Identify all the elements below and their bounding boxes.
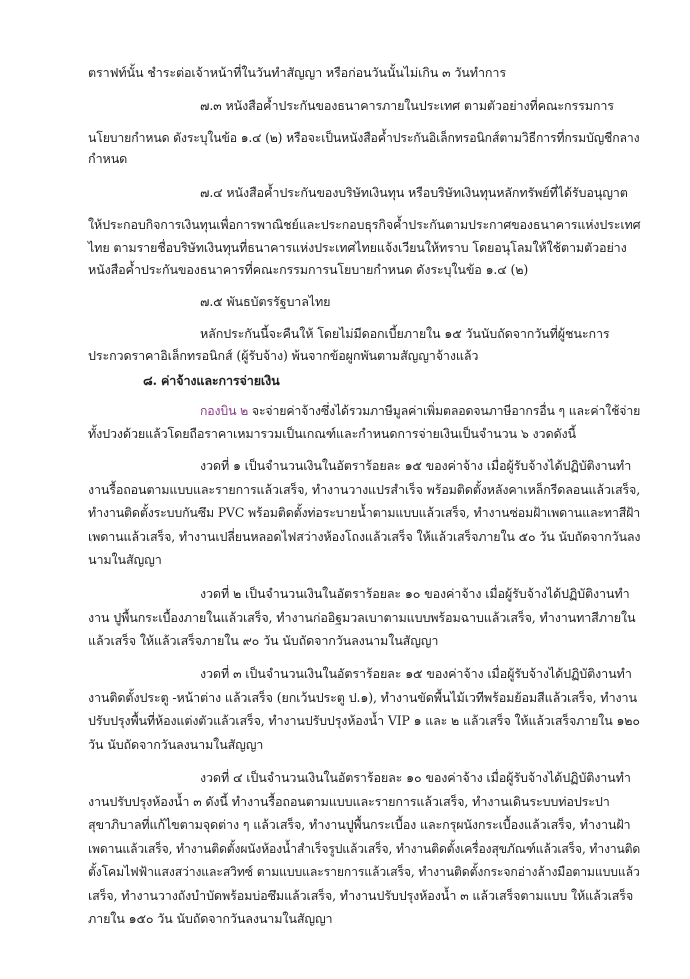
refund-line: ประกวดราคาอิเล็กทรอนิกส์ (ผู้รับจ้าง) พ้นจากข้อผูกพันตามสัญญาจ้างแล้ว xyxy=(88,348,479,363)
installment-2-line: งวดที่ ๒ เป็นจำนวนเงินในอัตราร้อยละ ๑๐ ของค่าจ้าง เมื่อผู้รับจ้างได้ปฏิบัติงานทำ xyxy=(200,586,630,601)
refund-line: หลักประกันนี้จะคืนให้ โดยไม่มีดอกเบี้ยภายใน ๑๕ วันนับถัดจากวันที่ผู้ชนะการ xyxy=(200,326,610,341)
installment-4-line: งวดที่ ๔ เป็นจำนวนเงินในอัตราร้อยละ ๑๐ ของค่าจ้าง เมื่อผู้รับจ้างได้ปฏิบัติงานทำ xyxy=(200,770,631,785)
installment-4-line: เพดานแล้วเสร็จ, ทำงานติดตั้งผนังห้องน้ำสำเร็จรูปแล้วเสร็จ, ทำงานติดตั้งเครื่องสุขภัณฑ์แล้วเสร็จ, ทำงานติด xyxy=(88,841,641,856)
clause-7-4-line: ๗.๔ หนังสือค้ำประกันของบริษัทเงินทุน หรือบริษัทเงินทุนหลักทรัพย์ที่ได้รับอนุญาต xyxy=(200,185,628,200)
installment-3-line: งวดที่ ๓ เป็นจำนวนเงินในอัตราร้อยละ ๑๕ ของค่าจ้าง เมื่อผู้รับจ้างได้ปฏิบัติงานทำ xyxy=(200,666,632,681)
installment-1-line: ทำงานติดตั้งระบบกันซึม PVC พร้อมติดตั้งท่อระบายน้ำตามแบบแล้วเสร็จ, ทำงานซ่อมฝ้าเพดานและทาสีฝ้า xyxy=(88,505,641,520)
clause-7-4-line: ไทย ตามรายชื่อบริษัทเงินทุนที่ธนาคารแห่งประเทศไทยแจ้งเวียนให้ทราบ โดยอนุโลมให้ใช้ตามตัวอย่าง xyxy=(88,240,627,255)
intro-text: จะจ่ายค่าจ้างซึ่งได้รวมภาษีมูลค่าเพิ่มตลอดจนภาษีอากรอื่น ๆ และค่าใช้จ่าย xyxy=(248,403,641,418)
installment-1-line: งวดที่ ๑ เป็นจำนวนเงินในอัตราร้อยละ ๑๕ ของค่าจ้าง เมื่อผู้รับจ้างได้ปฏิบัติงานทำ xyxy=(200,458,632,473)
installment-3-line: วัน นับถัดจากวันลงนามในสัญญา xyxy=(88,737,264,752)
installment-3-line: ปรับปรุงพื้นที่ห้องแต่งตัวแล้วเสร็จ, ทำงานปรับปรุงห้องน้ำ VIP ๑ และ ๒ แล้วเสร็จ ให้แล้วเสร็จภายใน ๑๒๐ xyxy=(88,713,640,728)
paragraph-line: ตราฟท์นั้น ชำระต่อเจ้าหน้าที่ในวันทำสัญญา หรือก่อนวันนั้นไม่เกิน ๓ วันทำการ xyxy=(88,65,506,80)
installment-4-line: เสร็จ, ทำงานวางถังบำบัดพร้อมบ่อซึมแล้วเสร็จ, ทำงานปรับปรุงห้องน้ำ ๓ แล้วเสร็จตามแบบ ให้แล้วเสร็จ xyxy=(88,888,634,903)
installment-1-line: เพดานแล้วเสร็จ, ทำงานเปลี่ยนหลอดไฟสว่างห้องโถงแล้วเสร็จ ให้แล้วเสร็จภายใน ๕๐ วัน นับถัดจากวันลง xyxy=(88,529,641,544)
clause-7-3-line: นโยบายกำหนด ดังระบุในข้อ ๑.๔ (๒) หรือจะเป็นหนังสือค้ำประกันอิเล็กทรอนิกส์ตามวิธีการที่กรมบัญชีกลาง xyxy=(88,130,640,145)
section-8-intro-line: ทั้งปวงด้วยแล้วโดยถือราคาเหมารวมเป็นเกณฑ์และกำหนดการจ่ายเงินเป็นจำนวน ๖ งวดดังนี้ xyxy=(88,426,576,441)
installment-1-line: นามในสัญญา xyxy=(88,552,162,567)
clause-7-4-line: ให้ประกอบกิจการเงินทุนเพื่อการพาณิชย์และประกอบธุรกิจค้ำประกันตามประกาศของธนาคารแห่งประเทศ xyxy=(88,217,641,232)
section-8-intro xyxy=(200,402,640,420)
installment-4-line: งานปรับปรุงห้องน้ำ ๓ ดังนี้ ทำงานรื้อถอนตามแบบและรายการแล้วเสร็จ, ทำงานเดินระบบท่อประปา xyxy=(88,794,610,809)
installment-4-line: ตั้งโคมไฟฟ้าแสงสว่างและสวิทซ์ ตามแบบและรายการแล้วเสร็จ, ทำงานติดตั้งกระจกอ่างล้างมือตามแบบแล้ว xyxy=(88,864,640,879)
section-8-heading: ๘. ค่าจ้างและการจ่ายเงิน xyxy=(143,373,280,388)
clause-7-4-line: หนังสือค้ำประกันของธนาคารที่คณะกรรมการนโยบายกำหนด ดังระบุในข้อ ๑.๔ (๒) xyxy=(88,262,529,277)
installment-4-line: ภายใน ๑๕๐ วัน นับถัดจากวันลงนามในสัญญา xyxy=(88,911,333,926)
clause-7-5: ๗.๕ พันธบัตรรัฐบาลไทย xyxy=(200,294,331,309)
installment-3-line: งานติดตั้งประตู -หน้าต่าง แล้วเสร็จ (ยกเว้นประตู ป.๑), ทำงานขัดพื้นไม้เวทีพร้อมย้อมสีแล้วเสร็จ, ทำงาน xyxy=(88,690,637,705)
installment-2-line: งาน ปูพื้นกระเบื้องภายในแล้วเสร็จ, ทำงานก่ออิฐมวลเบาตามแบบพร้อมฉาบแล้วเสร็จ, ทำงานทาสีภายใน xyxy=(88,610,636,625)
clause-7-3-line: ๗.๓ หนังสือค้ำประกันของธนาคารภายในประเทศ ตามตัวอย่างที่คณะกรรมการ xyxy=(200,98,614,113)
clause-7-3-line: กำหนด xyxy=(88,151,128,166)
unit-name-highlight: กองบิน ๒ xyxy=(200,403,249,418)
installment-1-line: งานรื้อถอนตามแบบและรายการแล้วเสร็จ, ทำงานวางแปรสำเร็จ พร้อมติดตั้งหลังคาเหล็กรีดลอนแล้วเสร็จ, xyxy=(88,482,641,497)
installment-4-line: สุขาภิบาลที่แก้ไขตามจุดต่าง ๆ แล้วเสร็จ, ทำงานปูพื้นกระเบื้อง และกรุผนังกระเบื้องแล้วเสร็จ, ทำงานฝ้า xyxy=(88,817,631,832)
installment-2-line: แล้วเสร็จ ให้แล้วเสร็จภายใน ๙๐ วัน นับถัดจากวันลงนามในสัญญา xyxy=(88,633,439,648)
